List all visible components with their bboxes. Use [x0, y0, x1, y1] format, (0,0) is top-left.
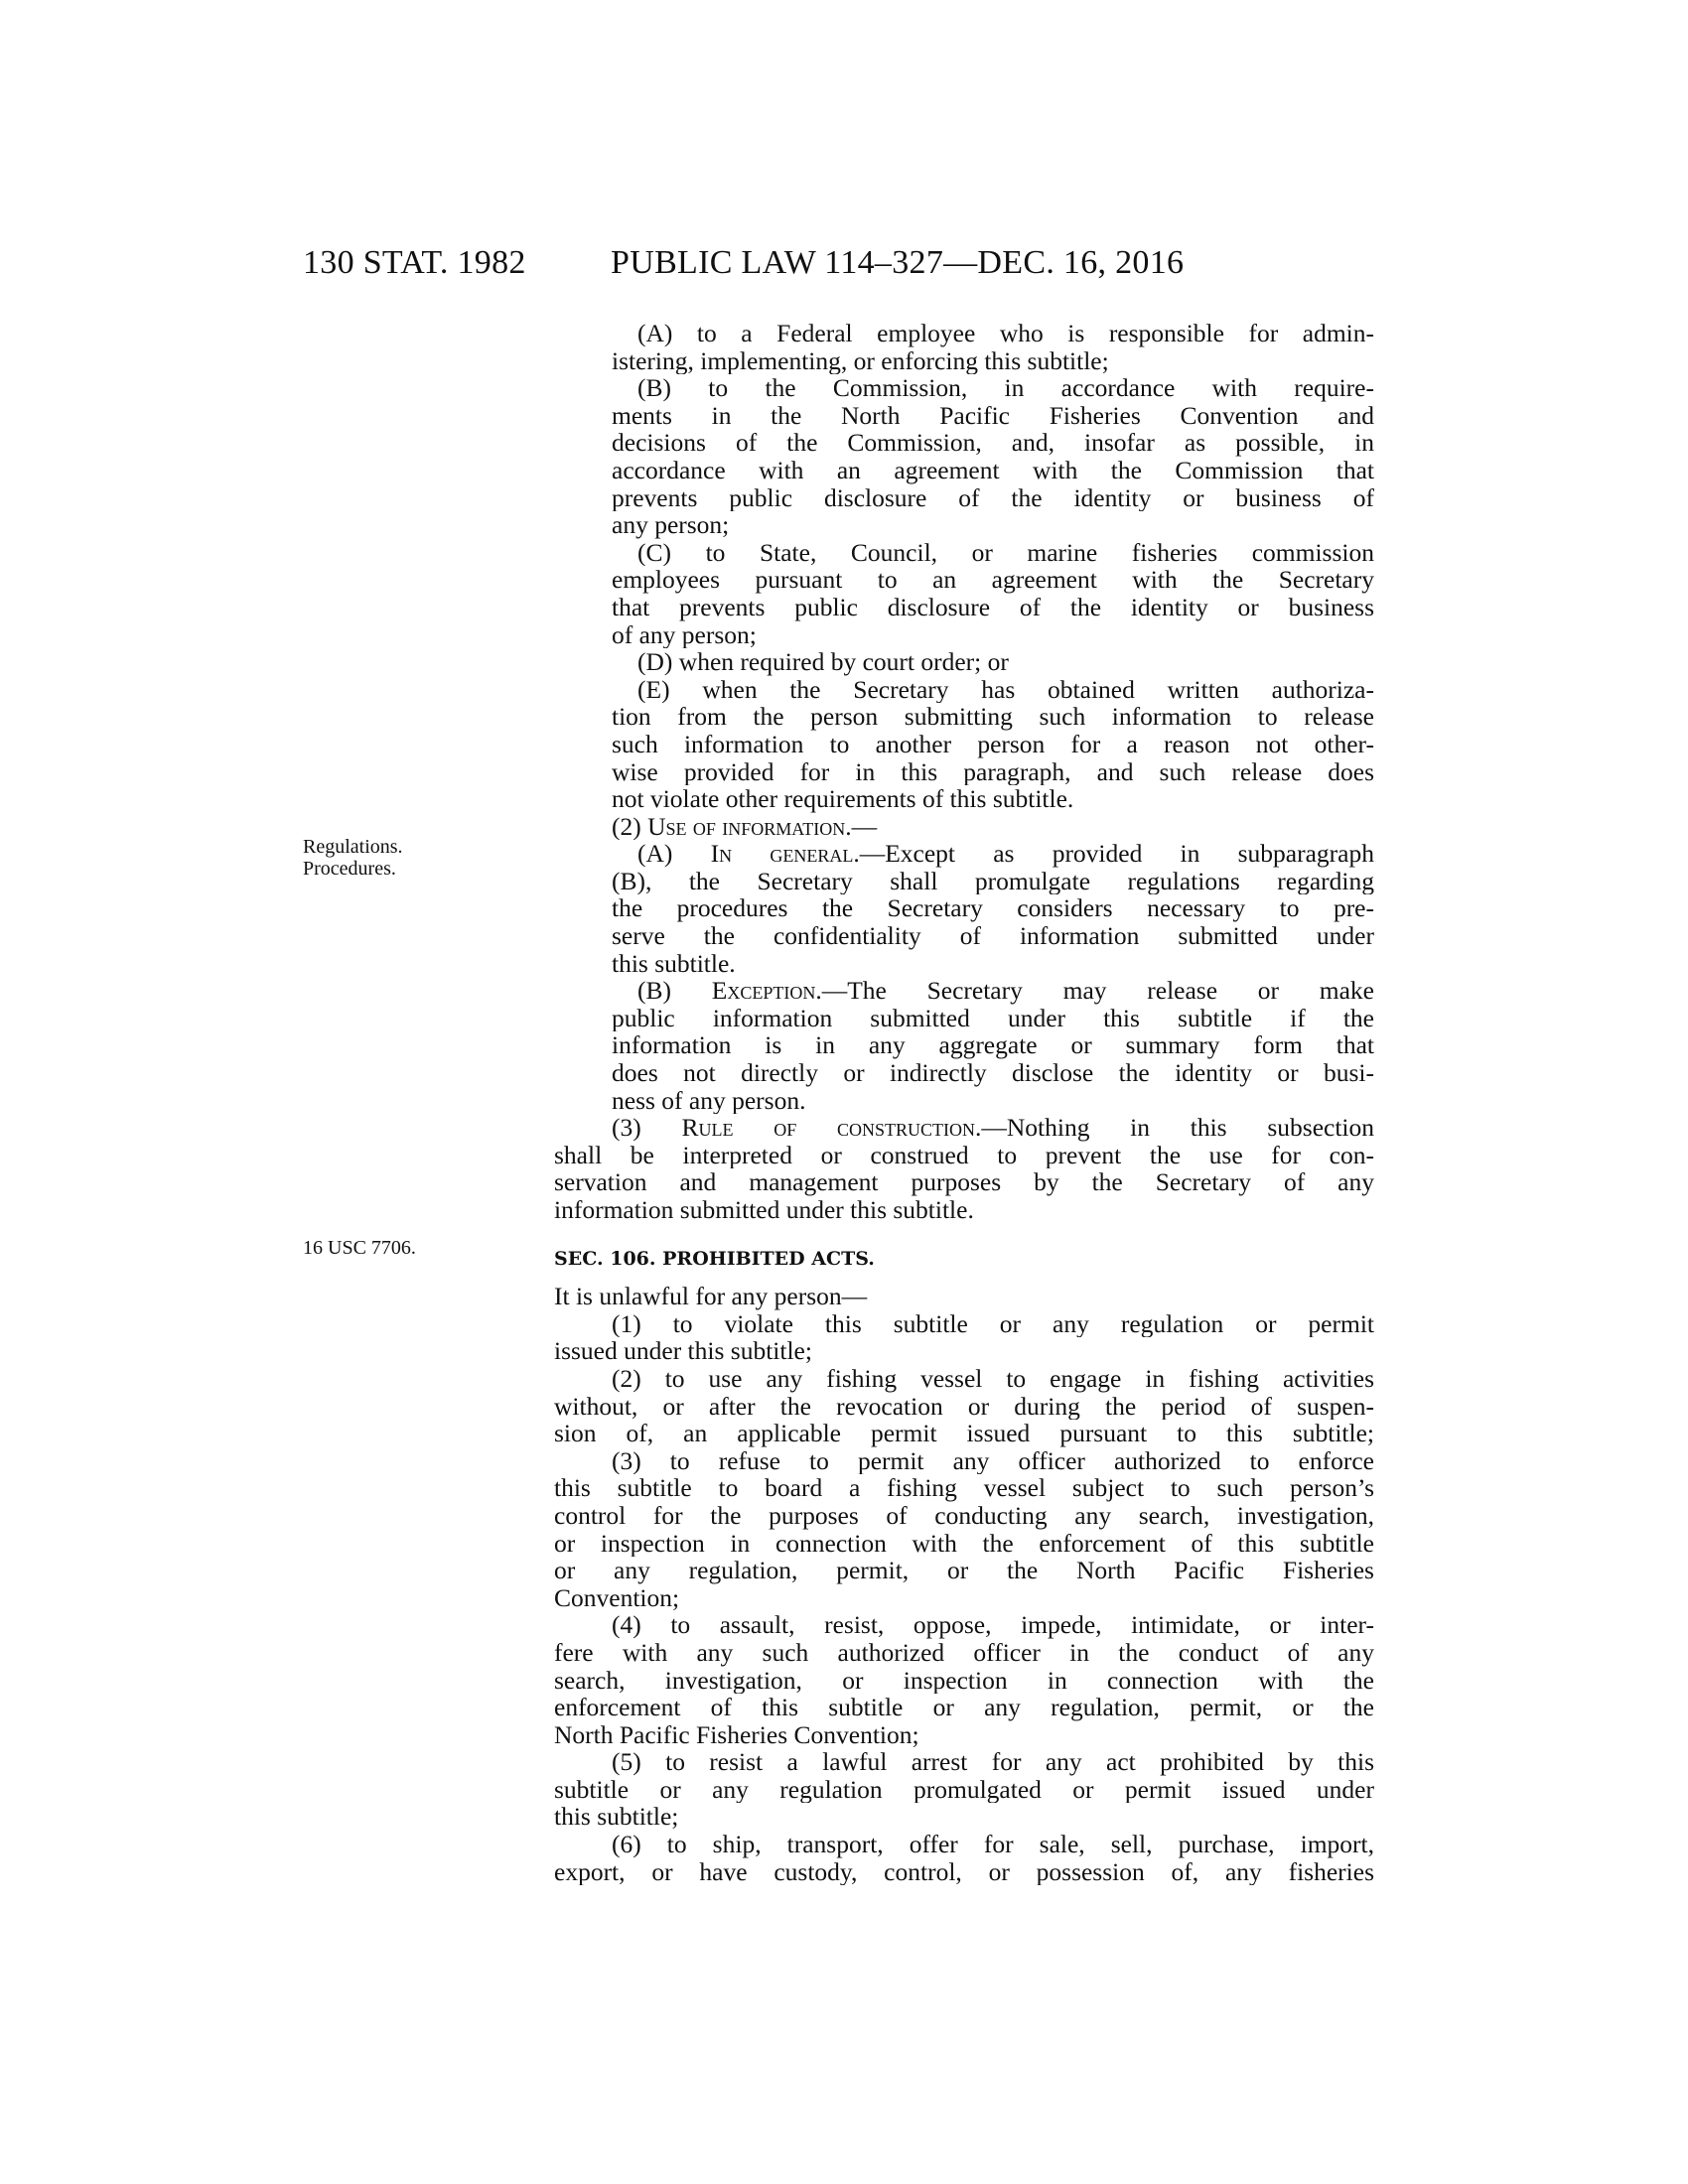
document-body [554, 320, 1374, 1885]
text-line: any person; [612, 511, 730, 539]
text-line: enforcement of this subtitle or any regulation, permit, or the [554, 1694, 1374, 1721]
paragraph-heading-rule-of-construction: (3) Rule of construction.—Nothing in this subsection [612, 1114, 1374, 1142]
text-line: issued under this subtitle; [554, 1337, 812, 1365]
text-line: (C) to State, Council, or marine fisheries commission [637, 538, 1374, 567]
text-line: (1) to violate this subtitle or any regulation or permit [612, 1309, 1374, 1338]
text-line: istering, implementing, or enforcing this subtitle; [612, 346, 1109, 375]
text-line: wise provided for in this paragraph, and such release does [612, 757, 1374, 786]
text-line: ments in the North Pacific Fisheries Convention and [612, 401, 1374, 430]
margin-note-usc: 16 USC 7706. [303, 1237, 416, 1259]
text-line: (5) to resist a lawful arrest for any act prohibited by this [612, 1748, 1374, 1776]
text-line: accordance with an agreement with the Commission that [612, 456, 1374, 484]
text-line: sion of, an applicable permit issued pursuant to this subtitle; [554, 1420, 1374, 1447]
text-line: serve the confidentiality of information submitted under [612, 922, 1374, 950]
text-line: (6) to ship, transport, offer for sale, sell, purchase, import, [612, 1831, 1374, 1858]
text-line: (A) to a Federal employee who is responsible for admin- [637, 320, 1374, 347]
text-line: this subtitle. [612, 949, 736, 978]
paragraph-heading-use-of-information: (2) Use of information.— [612, 812, 878, 841]
text-line: servation and management purposes by the Secretary of any [554, 1168, 1374, 1196]
text-line: without, or after the revocation or during the period of suspen- [554, 1392, 1374, 1421]
text-line: (2) to use any fishing vessel to engage in fishing activities [612, 1364, 1374, 1393]
margin-note-procedures: Procedures. [303, 858, 396, 880]
text-line: (E) when the Secretary has obtained written authoriza- [637, 675, 1374, 704]
text-line: of any person; [612, 620, 757, 649]
text-line: public information submitted under this subtitle if the [612, 1004, 1374, 1032]
text-line: such information to another person for a reason not other- [612, 730, 1374, 758]
text-line: It is unlawful for any person— [554, 1283, 868, 1310]
text-line: prevents public disclosure of the identity or business of [612, 483, 1374, 512]
text-line: control for the purposes of conducting any search, investigation, [554, 1501, 1374, 1530]
text-line: that prevents public disclosure of the identity or business [612, 593, 1374, 621]
subparagraph-heading-in-general: (A) In general.—Except as provided in subparagraph [637, 840, 1374, 868]
text-line: ness of any person. [612, 1086, 806, 1115]
text-line: information submitted under this subtitle. [554, 1196, 974, 1224]
section-heading: SEC. 106. PROHIBITED ACTS. [554, 1247, 875, 1270]
text-line: does not directly or indirectly disclose the identity or busi- [612, 1059, 1374, 1087]
running-header: PUBLIC LAW 114–327—DEC. 16, 2016 [611, 244, 1185, 281]
text-line: employees pursuant to an agreement with the Secretary [612, 566, 1374, 594]
text-line: this subtitle; [554, 1803, 679, 1832]
text-line: Convention; [554, 1583, 680, 1612]
subparagraph-heading-exception: (B) Exception.—The Secretary may release or make [637, 977, 1374, 1005]
text-line: the procedures the Secretary considers necessary to pre- [612, 894, 1374, 923]
text-line: search, investigation, or inspection in connection with the [554, 1666, 1374, 1695]
text-line: information is in any aggregate or summary form that [612, 1031, 1374, 1060]
text-line: export, or have custody, control, or possession of, any fisheries [554, 1857, 1374, 1886]
text-line: (3) to refuse to permit any officer authorized to enforce [612, 1446, 1374, 1475]
text-line: tion from the person submitting such information to release [612, 703, 1374, 731]
stat-page-number: 130 STAT. 1982 [303, 244, 526, 281]
text-line: (D) when required by court order; or [637, 648, 1009, 676]
text-line: shall be interpreted or construed to prevent the use for con- [554, 1141, 1374, 1169]
text-line: decisions of the Commission, and, insofar as possible, in [612, 429, 1374, 457]
text-line: not violate other requirements of this subtitle. [612, 785, 1074, 813]
margin-note-regulations: Regulations. [303, 836, 403, 858]
text-line: or any regulation, permit, or the North Pacific Fisheries [554, 1557, 1374, 1584]
text-line: (4) to assault, resist, oppose, impede, intimidate, or inter- [612, 1611, 1374, 1639]
text-line: North Pacific Fisheries Convention; [554, 1720, 919, 1749]
text-line: fere with any such authorized officer in the conduct of any [554, 1638, 1374, 1667]
text-line: (B), the Secretary shall promulgate regulations regarding [612, 867, 1374, 895]
text-line: subtitle or any regulation promulgated or permit issued under [554, 1775, 1374, 1804]
text-line: (B) to the Commission, in accordance with require- [637, 374, 1374, 402]
text-line: this subtitle to board a fishing vessel subject to such person’s [554, 1474, 1374, 1502]
text-line: or inspection in connection with the enforcement of this subtitle [554, 1529, 1374, 1558]
